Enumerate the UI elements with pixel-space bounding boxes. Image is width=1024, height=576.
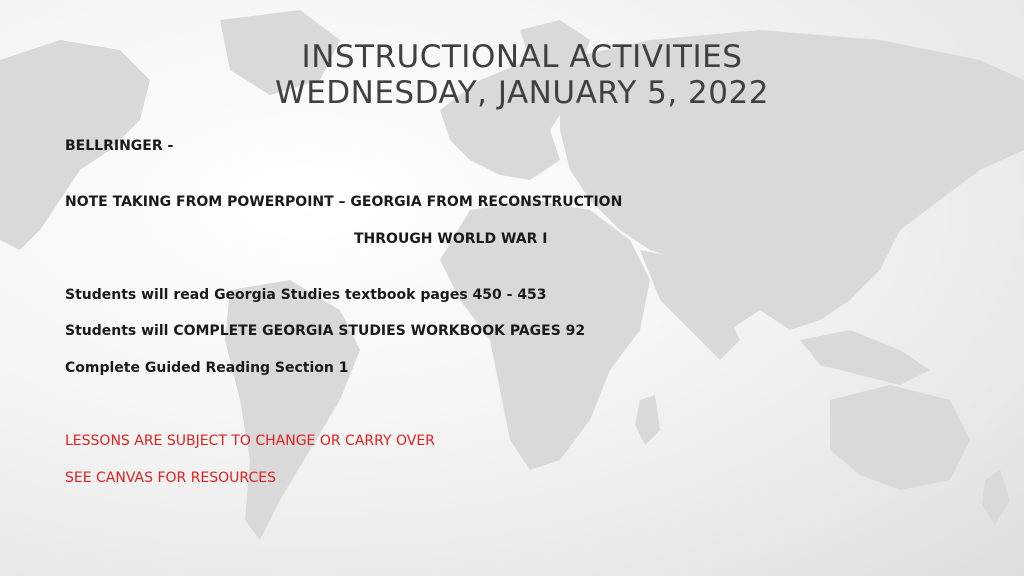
new-zealand-shape: [982, 470, 1010, 525]
southeast-asia-shape: [800, 330, 930, 385]
notice-lessons-change: LESSONS ARE SUBJECT TO CHANGE OR CARRY OVER: [65, 433, 435, 449]
notice-see-canvas: SEE CANVAS FOR RESOURCES: [65, 470, 276, 486]
activity-read-textbook: Students will read Georgia Studies textbook pages 450 - 453: [65, 287, 547, 303]
bellringer-heading: BELLRINGER -: [65, 138, 174, 154]
slide-title-line2: WEDNESDAY, JANUARY 5, 2022: [275, 75, 769, 111]
madagascar-shape: [635, 395, 660, 445]
australia-shape: [830, 385, 970, 490]
note-taking-line2: THROUGH WORLD WAR I: [354, 231, 548, 247]
activity-workbook: Students will COMPLETE GEORGIA STUDIES WORKBOOK PAGES 92: [65, 323, 586, 339]
slide-title-line1: INSTRUCTIONAL ACTIVITIES: [301, 39, 743, 75]
note-taking-line1: NOTE TAKING FROM POWERPOINT – GEORGIA FROM RECONSTRUCTION: [65, 194, 623, 210]
south-america-shape: [225, 280, 360, 540]
activity-guided-reading: Complete Guided Reading Section 1: [65, 360, 349, 376]
